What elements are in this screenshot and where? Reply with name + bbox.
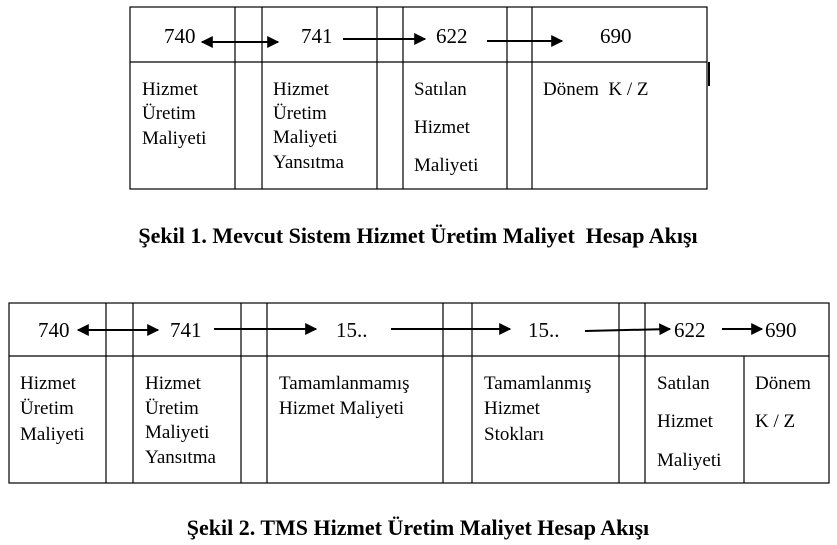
fig2-label-741-line2: Üretim [145,398,199,419]
fig1-label-741-line3: Maliyeti [273,127,338,148]
fig2-code-15-b: 15.. [528,318,560,342]
fig2-label-15b-line3: Stokları [484,424,545,445]
fig2-label-741-line4: Yansıtma [145,447,216,468]
fig2-label-15b-line1: Tamamlanmış [484,373,592,394]
fig2-code-741: 741 [170,318,202,342]
fig2-code-690: 690 [765,318,797,342]
fig2-label-622-line1: Satılan [657,373,710,394]
fig2-label-15b-line2: Hizmet [484,398,540,419]
fig1-label-690-line1: Dönem K / Z [543,79,649,100]
fig2-label-740-line2: Üretim [20,398,74,419]
fig1-label-740-line2: Üretim [142,103,196,124]
fig2-label-740-line1: Hizmet [20,373,76,394]
fig2-label-15a-line2: Hizmet Maliyeti [279,398,405,419]
fig1-label-740-line3: Maliyeti [142,128,207,149]
fig2-code-740: 740 [38,318,70,342]
fig2-label-15a-line1: Tamamlanmamış [279,373,410,394]
figure-1-caption: Şekil 1. Mevcut Sistem Hizmet Üretim Maliyet Hesap Akışı [138,223,698,248]
fig2-label-741-line1: Hizmet [145,373,201,394]
figure-2-caption: Şekil 2. TMS Hizmet Üretim Maliyet Hesap Akışı [186,515,650,540]
fig1-label-741-line4: Yansıtma [273,152,344,173]
fig1-label-622-line1: Satılan [414,79,467,100]
fig1-label-741-line1: Hizmet [273,79,329,100]
fig2-label-740-line3: Maliyeti [20,424,85,445]
fig1-label-741-line2: Üretim [273,103,327,124]
fig1-label-622-line3: Maliyeti [414,155,479,176]
fig1-label-740-line1: Hizmet [142,79,198,100]
fig2-label-690-line1: Dönem [755,373,811,394]
fig1-code-622: 622 [436,24,468,48]
figure-2-table [9,303,829,483]
fig2-code-15-a: 15.. [336,318,368,342]
figure-1-table [130,7,709,189]
fig2-code-622: 622 [674,318,706,342]
fig1-code-690: 690 [600,24,632,48]
fig1-label-622-line2: Hizmet [414,117,470,138]
fig2-arrow-15-622 [585,329,670,331]
fig2-label-622-line3: Maliyeti [657,450,722,471]
fig2-label-741-line3: Maliyeti [145,422,210,443]
fig2-label-690-line2: K / Z [755,411,796,432]
fig2-label-622-line2: Hizmet [657,411,713,432]
fig1-code-740: 740 [164,24,196,48]
fig1-code-741: 741 [301,24,333,48]
